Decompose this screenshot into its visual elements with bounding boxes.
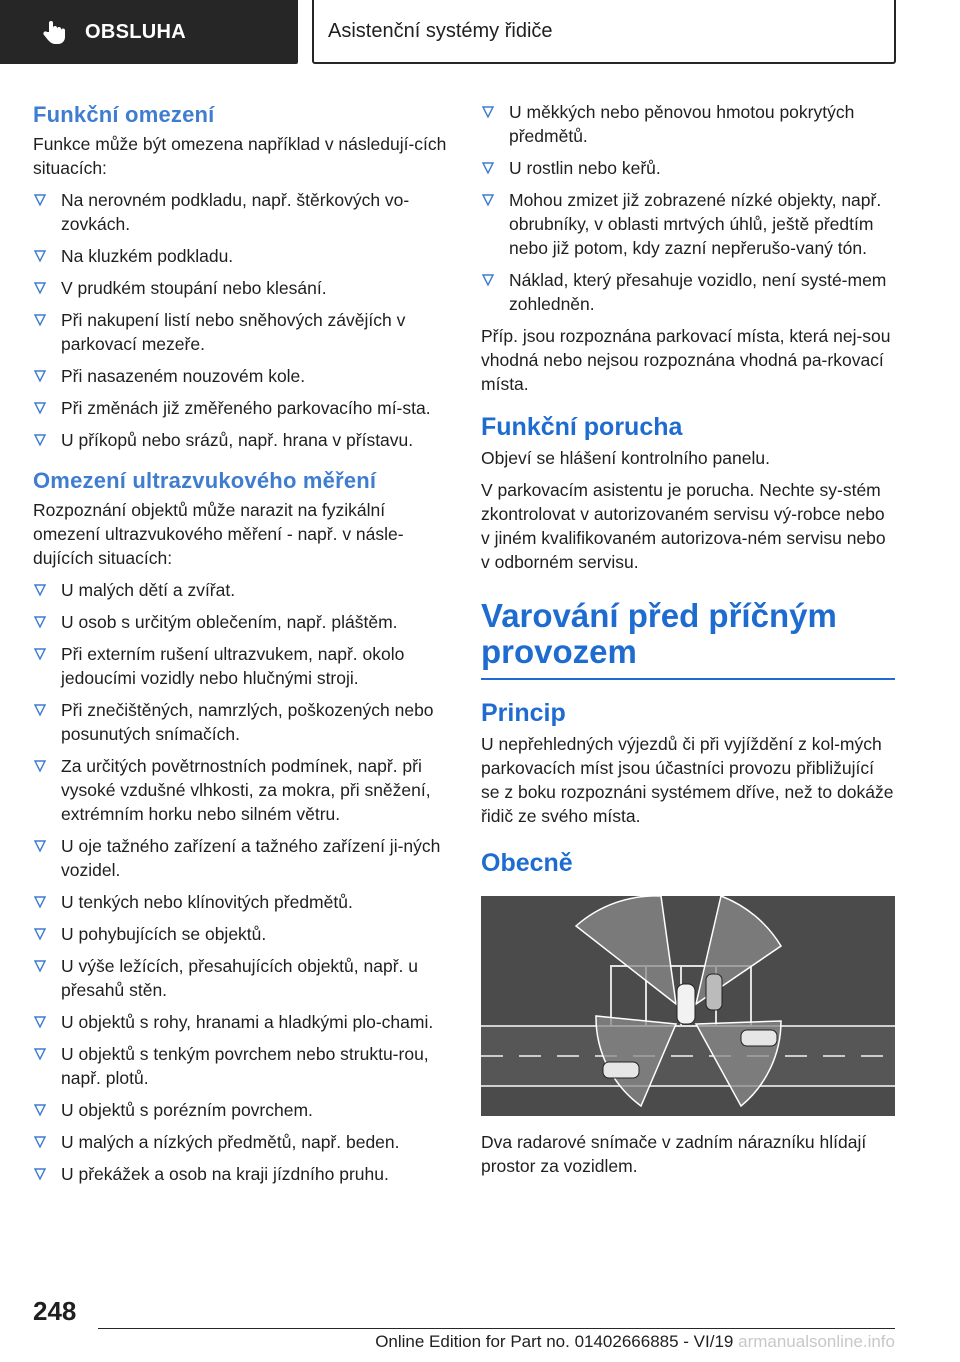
list-item: U pohybujících se objektů. (33, 922, 453, 946)
list-item: U výše ležících, přesahujících objektů, např. u přesahů stěn. (33, 954, 453, 1002)
bullet-triangle-icon (34, 434, 46, 446)
footer-divider (98, 1328, 895, 1329)
list-item: Na kluzkém podkladu. (33, 244, 453, 268)
list-item: U objektů s rohy, hranami a hladkými plo‐chami. (33, 1010, 453, 1034)
bullet-triangle-icon (34, 194, 46, 206)
list-item: Při nasazeném nouzovém kole. (33, 364, 453, 388)
list-item: Při znečištěných, namrzlých, poškozených nebo posunutých snímačích. (33, 698, 453, 746)
list-item: V prudkém stoupání nebo klesání. (33, 276, 453, 300)
chapter-heading-block (481, 598, 895, 680)
limits-list-continued (481, 100, 895, 316)
limits-intro: Funkce může být omezena například v následují‐cích situacích: (33, 134, 447, 178)
bullet-triangle-icon (34, 896, 46, 908)
bullet-triangle-icon (34, 928, 46, 940)
list-item: U rostlin nebo keřů. (481, 156, 895, 180)
ultrasonic-heading: Omezení ultrazvukového měření (33, 468, 377, 493)
list-item: Při nakupení listí nebo sněhových závějích v parkovací mezeře. (33, 308, 453, 356)
bullet-triangle-icon (34, 1048, 46, 1060)
bullet-triangle-icon (34, 1136, 46, 1148)
general-heading: Obecně (481, 849, 573, 877)
section-label: OBSLUHA (85, 20, 186, 43)
bullet-triangle-icon (34, 760, 46, 772)
bullet-triangle-icon (34, 840, 46, 852)
parking-note: Příp. jsou rozpoznána parkovací místa, která nej‐sou vhodná nebo nejsou rozpoznána vhodná pa‐rkovací místa. (481, 326, 891, 394)
bullet-triangle-icon (34, 960, 46, 972)
list-item: Náklad, který přesahuje vozidlo, není systé‐mem zohledněn. (481, 268, 895, 316)
chapter-heading: Varování před příčným provozem (481, 597, 837, 670)
bullet-triangle-icon (34, 402, 46, 414)
bullet-triangle-icon (34, 1016, 46, 1028)
list-item: Při změnách již změřeného parkovacího mí‐sta. (33, 396, 453, 420)
list-item: U příkopů nebo srázů, např. hrana v přístavu. (33, 428, 453, 452)
bullet-triangle-icon (34, 584, 46, 596)
bullet-triangle-icon (34, 704, 46, 716)
watermark-text: armanualsonline.info (738, 1332, 895, 1351)
section-tab (0, 0, 298, 64)
bullet-triangle-icon (482, 194, 494, 206)
bullet-triangle-icon (34, 616, 46, 628)
list-item: U objektů s tenkým povrchem nebo struktu‐rou, např. plotů. (33, 1042, 453, 1090)
bullet-triangle-icon (34, 282, 46, 294)
bullet-triangle-icon (34, 1104, 46, 1116)
page-number: 248 (33, 1296, 77, 1326)
ultrasonic-intro: Rozpoznání objektů může narazit na fyzikální omezení ultrazvukového měření - např. v násle‐dujících situacích: (33, 500, 404, 568)
malfunction-heading: Funkční porucha (481, 413, 683, 441)
page-footer (98, 1332, 895, 1352)
bullet-triangle-icon (482, 106, 494, 118)
list-item: Při externím rušení ultrazvukem, např. okolo jedoucími vozidly nebo hlučnými stroji. (33, 642, 453, 690)
list-item: Mohou zmizet již zobrazené nízké objekty, např. obrubníky, v oblasti mrtvých úhlů, ještě předtím nebo již potom, kdy zazní nepřerušo‐vaný tón. (481, 188, 895, 260)
bullet-triangle-icon (34, 370, 46, 382)
list-item: U malých dětí a zvířat. (33, 578, 453, 602)
malfunction-instructions: V parkovacím asistentu je porucha. Nechte sy‐stém zkontrolovat v autorizovaném servisu vý‐robce nebo v jiném kvalifikovaném autorizova‐ném servisu nebo v odborném servisu. (481, 480, 886, 572)
bullet-triangle-icon (34, 648, 46, 660)
list-item: U překážek a osob na kraji jízdního pruhu. (33, 1162, 453, 1186)
list-item: U měkkých nebo pěnovou hmotou pokrytých předmětů. (481, 100, 895, 148)
list-item: U malých a nízkých předmětů, např. beden. (33, 1130, 453, 1154)
malfunction-message: Objeví se hlášení kontrolního panelu. (481, 448, 770, 468)
principle-text: U nepřehledných výjezdů či při vyjíždění z kol‐mých parkovacích míst jsou účastníci provozu přibližující se z boku rozpoznáni systémem dříve, než to dokáže řidič ze svého místa. (481, 734, 894, 826)
limits-list (33, 188, 453, 452)
chapter-tab (312, 0, 896, 64)
list-item: Za určitých povětrnostních podmínek, např. při vysoké vzdušné vlhkosti, za mokra, při sněžení, extrémním horku nebo silném větru. (33, 754, 453, 826)
radar-illustration (481, 896, 895, 1116)
chapter-label: Asistenční systémy řidiče (328, 19, 553, 42)
bullet-triangle-icon (34, 1168, 46, 1180)
figure-caption: Dva radarové snímače v zadním nárazníku hlídají prostor za vozidlem. (481, 1132, 867, 1176)
left-column (33, 100, 453, 1194)
list-item: U oje tažného zařízení a tažného zařízení ji‐ných vozidel. (33, 834, 453, 882)
principle-heading: Princip (481, 699, 566, 727)
list-item: U tenkých nebo klínovitých předmětů. (33, 890, 453, 914)
right-column (481, 100, 895, 1186)
page-header (0, 0, 960, 66)
list-item: Na nerovném podkladu, např. štěrkových vo‐zovkách. (33, 188, 453, 236)
edition-text: Online Edition for Part no. 01402666885 - VI/19 (375, 1332, 734, 1351)
radar-diagram (481, 896, 895, 1116)
bullet-triangle-icon (482, 162, 494, 174)
bullet-triangle-icon (34, 250, 46, 262)
bullet-triangle-icon (34, 314, 46, 326)
hand-pointer-icon (40, 17, 70, 47)
bullet-triangle-icon (482, 274, 494, 286)
list-item: U osob s určitým oblečením, např. pláštěm. (33, 610, 453, 634)
ultrasonic-list (33, 578, 453, 1186)
list-item: U objektů s porézním povrchem. (33, 1098, 453, 1122)
limits-heading: Funkční omezení (33, 102, 215, 127)
